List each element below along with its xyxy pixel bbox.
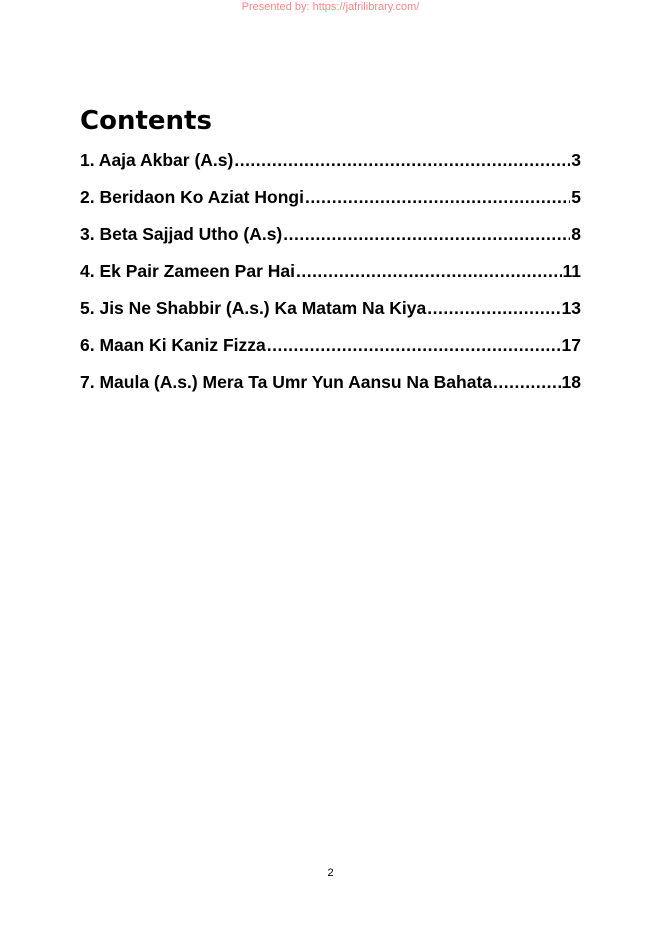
page-number: 2	[327, 867, 334, 879]
toc-entry-page: 17	[561, 335, 581, 355]
toc-entry-6[interactable]	[80, 327, 581, 364]
toc-dot-leader	[296, 253, 562, 290]
toc-entry-title: 7. Maula (A.s.) Mera Ta Umr Yun Aansu Na Bahata	[80, 372, 493, 392]
toc-entry-page: 8	[571, 224, 581, 244]
toc-entry-title: 6. Maan Ki Kaniz Fizza	[80, 335, 266, 355]
toc-entry-page: 13	[561, 298, 581, 318]
toc-dot-leader	[234, 142, 570, 179]
toc-dot-leader	[305, 179, 570, 216]
toc-dot-leader	[427, 290, 560, 327]
toc-entry-page: 3	[571, 150, 581, 170]
toc-entry-2[interactable]	[80, 179, 581, 216]
toc-entry-page: 18	[561, 372, 581, 392]
toc-entry-3[interactable]	[80, 216, 581, 253]
toc-dot-leader	[267, 327, 561, 364]
toc-entry-5[interactable]	[80, 290, 581, 327]
toc-entry-title: 3. Beta Sajjad Utho (A.s)	[80, 224, 283, 244]
toc-entry-title: 4. Ek Pair Zameen Par Hai	[80, 261, 295, 281]
toc-entry-4[interactable]	[80, 253, 581, 290]
toc-entry-title: 1. Aaja Akbar (A.s)	[80, 150, 234, 170]
toc-entry-1[interactable]	[80, 142, 581, 179]
table-of-contents	[80, 142, 581, 401]
presented-by-header: Presented by: https://jafrilibrary.com/	[241, 1, 420, 13]
toc-entry-page: 5	[571, 187, 581, 207]
toc-dot-leader	[493, 364, 561, 401]
toc-entry-7[interactable]	[80, 364, 581, 401]
toc-entry-title: 5. Jis Ne Shabbir (A.s.) Ka Matam Na Kiya	[80, 298, 427, 318]
toc-entry-page: 11	[562, 261, 581, 281]
contents-title: Contents	[80, 106, 212, 136]
toc-dot-leader	[283, 216, 570, 253]
toc-entry-title: 2. Beridaon Ko Aziat Hongi	[80, 187, 304, 207]
